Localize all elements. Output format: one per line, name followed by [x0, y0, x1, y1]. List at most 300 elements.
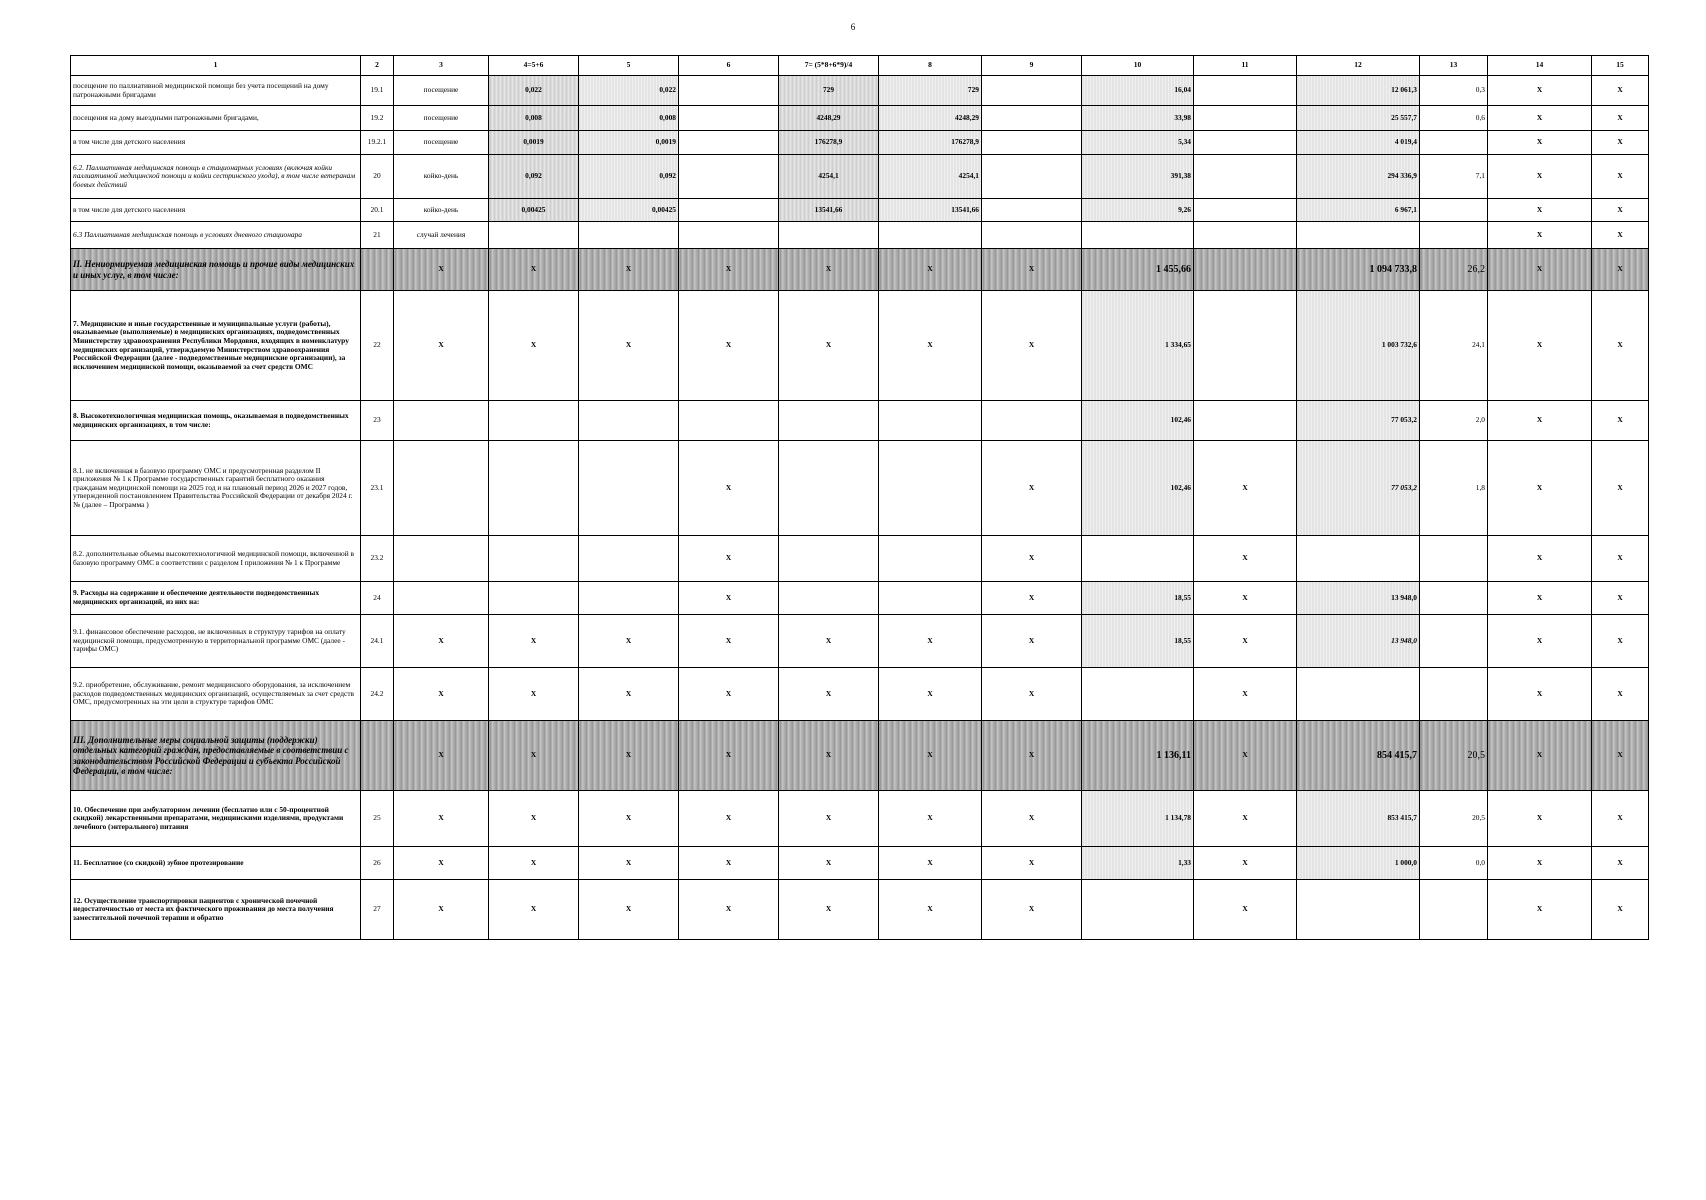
cell-col7 — [779, 582, 879, 615]
cell-row-code: 24.1 — [361, 615, 394, 668]
cell-col9 — [982, 155, 1082, 199]
table-row — [71, 199, 1649, 222]
cell-col4: X — [489, 880, 579, 940]
cell-col12: 77 053,2 — [1297, 401, 1420, 441]
cell-col12: 13 948,0 — [1297, 615, 1420, 668]
cell-col4: 0,008 — [489, 106, 579, 131]
cell-col7: X — [779, 847, 879, 880]
cell-col7: X — [779, 291, 879, 401]
cell-unit: койко-день — [394, 199, 489, 222]
cell-col13: 0,0 — [1420, 847, 1488, 880]
cell-col8: X — [879, 249, 982, 291]
cell-col7: X — [779, 615, 879, 668]
cell-col13: 0,3 — [1420, 76, 1488, 106]
cell-col5: X — [579, 847, 679, 880]
cell-col5: X — [579, 880, 679, 940]
cell-col15: X — [1592, 721, 1649, 791]
cell-col11 — [1194, 222, 1297, 249]
cell-col8: 729 — [879, 76, 982, 106]
table-row — [71, 291, 1649, 401]
cell-col13: 2,0 — [1420, 401, 1488, 441]
cell-col10: 1 455,66 — [1082, 249, 1194, 291]
col-header: 4=5+6 — [489, 56, 579, 76]
cell-col10: 16,04 — [1082, 76, 1194, 106]
table-row — [71, 131, 1649, 155]
cell-unit: посещение — [394, 76, 489, 106]
cell-col13 — [1420, 880, 1488, 940]
cell-col12: 294 336,9 — [1297, 155, 1420, 199]
cell-unit: X — [394, 668, 489, 721]
cell-col6: X — [679, 615, 779, 668]
cell-col9 — [982, 106, 1082, 131]
cell-col6 — [679, 401, 779, 441]
cell-col15: X — [1592, 847, 1649, 880]
cell-col8 — [879, 441, 982, 536]
cell-col10: 18,55 — [1082, 582, 1194, 615]
cell-col8: X — [879, 668, 982, 721]
cell-col5 — [579, 536, 679, 582]
cell-col8: 4254,1 — [879, 155, 982, 199]
cell-col13: 7,1 — [1420, 155, 1488, 199]
data-table — [70, 55, 1649, 940]
cell-col11 — [1194, 401, 1297, 441]
cell-col11 — [1194, 76, 1297, 106]
cell-col4: 0,022 — [489, 76, 579, 106]
table-row — [71, 76, 1649, 106]
cell-col7: 176278,9 — [779, 131, 879, 155]
cell-name: 9.2. приобретение, обслуживание, ремонт медицинского оборудования, за исключением расходов подведомственных медицинских организаций, осуществляемых за счет средств ОМС, предусмотренных на эти цели в структуре тарифов ОМС — [71, 668, 361, 721]
cell-col12 — [1297, 880, 1420, 940]
cell-col4 — [489, 441, 579, 536]
cell-col13: 26,2 — [1420, 249, 1488, 291]
cell-col10 — [1082, 536, 1194, 582]
cell-col12 — [1297, 668, 1420, 721]
cell-col14: X — [1488, 615, 1592, 668]
cell-row-code: 19.2.1 — [361, 131, 394, 155]
cell-name: 10. Обеспечение при амбулаторном лечении (бесплатно или с 50-процентной скидкой) лекарственными препаратами, медицинскими изделиями, продуктами лечебного (энтерального) питания — [71, 791, 361, 847]
cell-name: посещения на дому выездными патронажными бригадами, — [71, 106, 361, 131]
cell-col8 — [879, 536, 982, 582]
cell-unit — [394, 582, 489, 615]
cell-unit: случай лечения — [394, 222, 489, 249]
cell-col15: X — [1592, 401, 1649, 441]
cell-col15: X — [1592, 222, 1649, 249]
cell-col15: X — [1592, 880, 1649, 940]
cell-col7: X — [779, 880, 879, 940]
cell-col7: X — [779, 791, 879, 847]
cell-col10 — [1082, 668, 1194, 721]
cell-col14: X — [1488, 249, 1592, 291]
cell-col4: X — [489, 721, 579, 791]
col-header: 5 — [579, 56, 679, 76]
cell-row-code: 19.2 — [361, 106, 394, 131]
col-header: 12 — [1297, 56, 1420, 76]
cell-name: 11. Бесплатное (со скидкой) зубное протезирование — [71, 847, 361, 880]
cell-col5: X — [579, 615, 679, 668]
col-header: 7= (5*8+6*9)/4 — [779, 56, 879, 76]
cell-col4 — [489, 222, 579, 249]
cell-col5 — [579, 222, 679, 249]
cell-col8: X — [879, 880, 982, 940]
cell-col6: X — [679, 668, 779, 721]
cell-col15: X — [1592, 199, 1649, 222]
cell-col7 — [779, 441, 879, 536]
cell-row-code — [361, 721, 394, 791]
cell-col14: X — [1488, 441, 1592, 536]
cell-col10: 9,26 — [1082, 199, 1194, 222]
cell-unit — [394, 401, 489, 441]
col-header: 13 — [1420, 56, 1488, 76]
cell-col5: 0,0019 — [579, 131, 679, 155]
cell-name: 6.3 Паллиативная медицинская помощь в условиях дневного стационара — [71, 222, 361, 249]
cell-col12: 853 415,7 — [1297, 791, 1420, 847]
cell-row-code: 19.1 — [361, 76, 394, 106]
table-row — [71, 668, 1649, 721]
cell-col8: 4248,29 — [879, 106, 982, 131]
cell-col11 — [1194, 199, 1297, 222]
section-row — [71, 721, 1649, 791]
cell-col11: X — [1194, 880, 1297, 940]
header-row — [71, 56, 1649, 76]
cell-col14: X — [1488, 668, 1592, 721]
cell-col6 — [679, 199, 779, 222]
col-header: 2 — [361, 56, 394, 76]
col-header: 3 — [394, 56, 489, 76]
cell-unit: X — [394, 880, 489, 940]
cell-col11: X — [1194, 441, 1297, 536]
cell-name: II. Нениормируемая медицинская помощь и прочие виды медицинских и иных услуг, в том числе: — [71, 249, 361, 291]
cell-col11 — [1194, 291, 1297, 401]
cell-unit: посещение — [394, 106, 489, 131]
cell-col14: X — [1488, 106, 1592, 131]
cell-col11: X — [1194, 791, 1297, 847]
cell-col9: X — [982, 791, 1082, 847]
cell-unit: X — [394, 291, 489, 401]
cell-col10: 1,33 — [1082, 847, 1194, 880]
cell-col10: 391,38 — [1082, 155, 1194, 199]
cell-col6: X — [679, 249, 779, 291]
cell-col9: X — [982, 291, 1082, 401]
cell-col6: X — [679, 721, 779, 791]
cell-col14: X — [1488, 847, 1592, 880]
cell-row-code: 24 — [361, 582, 394, 615]
cell-col14: X — [1488, 791, 1592, 847]
cell-unit: X — [394, 721, 489, 791]
cell-col12: 1 003 732,6 — [1297, 291, 1420, 401]
cell-col6: X — [679, 291, 779, 401]
page-number: 6 — [850, 22, 856, 32]
cell-col14: X — [1488, 291, 1592, 401]
cell-name: 8. Высокотехнологичная медицинская помощь, оказываемая в подведомственных медицинских организациях, в том числе: — [71, 401, 361, 441]
cell-col6: X — [679, 880, 779, 940]
cell-col14: X — [1488, 222, 1592, 249]
cell-row-code: 20 — [361, 155, 394, 199]
cell-col8: X — [879, 615, 982, 668]
cell-name: 7. Медицинские и иные государственные и муниципальные услуги (работы), оказываемые (выполняемые) в медицинских организациях, подведомственных Министерству здравоохранения Республики Мордовия, входящих в номенклатуру медицинских организаций, утверждаемую Министерством здравоохранения Российской Федерации (далее - подведомственные медицинские организации), за исключением медицинской помощи, оказываемой за счет средств ОМС — [71, 291, 361, 401]
cell-col13: 20,5 — [1420, 791, 1488, 847]
table-row — [71, 791, 1649, 847]
cell-col12: 4 019,4 — [1297, 131, 1420, 155]
cell-col9: X — [982, 536, 1082, 582]
cell-row-code: 23.1 — [361, 441, 394, 536]
cell-col10: 33,98 — [1082, 106, 1194, 131]
cell-col6 — [679, 76, 779, 106]
cell-unit: посещение — [394, 131, 489, 155]
cell-col10 — [1082, 880, 1194, 940]
table-row — [71, 615, 1649, 668]
cell-col13 — [1420, 582, 1488, 615]
cell-col9: X — [982, 668, 1082, 721]
cell-row-code: 20.1 — [361, 199, 394, 222]
cell-col8: 13541,66 — [879, 199, 982, 222]
cell-col14: X — [1488, 76, 1592, 106]
cell-row-code: 26 — [361, 847, 394, 880]
col-header: 10 — [1082, 56, 1194, 76]
cell-col4 — [489, 536, 579, 582]
cell-col7: 13541,66 — [779, 199, 879, 222]
cell-col4: X — [489, 249, 579, 291]
cell-name: 12. Осуществление транспортировки пациентов с хронической почечной недостаточностью от места их фактического проживания до места получения заместительной почечной терапии и обратно — [71, 880, 361, 940]
cell-col7: 729 — [779, 76, 879, 106]
cell-col15: X — [1592, 536, 1649, 582]
cell-unit — [394, 536, 489, 582]
cell-col12: 13 948,0 — [1297, 582, 1420, 615]
cell-col15: X — [1592, 249, 1649, 291]
section-row — [71, 249, 1649, 291]
cell-col11: X — [1194, 582, 1297, 615]
cell-col4: X — [489, 847, 579, 880]
cell-col13 — [1420, 668, 1488, 721]
cell-col8 — [879, 401, 982, 441]
cell-col9: X — [982, 441, 1082, 536]
cell-col10: 18,55 — [1082, 615, 1194, 668]
cell-col9: X — [982, 615, 1082, 668]
cell-col5: X — [579, 791, 679, 847]
cell-col6 — [679, 222, 779, 249]
cell-name: III. Дополнительные меры социальной защиты (поддержки) отдельных категорий граждан, предоставляемые в соответствии с законодательством Российской Федерации и субъекта Российской Федерации, в том числе: — [71, 721, 361, 791]
cell-col15: X — [1592, 668, 1649, 721]
cell-row-code: 24.2 — [361, 668, 394, 721]
cell-col15: X — [1592, 155, 1649, 199]
cell-col5: 0,092 — [579, 155, 679, 199]
cell-col6: X — [679, 441, 779, 536]
cell-col15: X — [1592, 791, 1649, 847]
cell-unit — [394, 441, 489, 536]
cell-name: 8.2. дополнительные объемы высокотехнологичной медицинской помощи, включенной в базовую программу ОМС в соответствии с разделом I приложения № 1 к Программе — [71, 536, 361, 582]
table-row — [71, 880, 1649, 940]
cell-col11: X — [1194, 615, 1297, 668]
cell-col5 — [579, 401, 679, 441]
table-row — [71, 847, 1649, 880]
cell-col11 — [1194, 106, 1297, 131]
cell-col10: 1 134,78 — [1082, 791, 1194, 847]
cell-col7: X — [779, 721, 879, 791]
cell-name: 8.1. не включенная в базовую программу ОМС и предусмотренная разделом II приложения № 1 к Программе государственных гарантий бесплатного оказания гражданам медицинской помощи на 2025 год и на плановый период 2026 и 2027 годов, утвержденной постановлением Правительства Российской Федерации от декабря 2024 г. № (далее – Программа ) — [71, 441, 361, 536]
cell-col12 — [1297, 536, 1420, 582]
cell-col12: 77 053,2 — [1297, 441, 1420, 536]
table-row — [71, 441, 1649, 536]
cell-col14: X — [1488, 199, 1592, 222]
table-row — [71, 582, 1649, 615]
cell-unit: X — [394, 847, 489, 880]
cell-col4: 0,092 — [489, 155, 579, 199]
cell-col8: X — [879, 847, 982, 880]
cell-col15: X — [1592, 291, 1649, 401]
cell-col5: X — [579, 249, 679, 291]
cell-col6: X — [679, 536, 779, 582]
cell-col4: X — [489, 791, 579, 847]
cell-col11 — [1194, 249, 1297, 291]
cell-col13: 0,6 — [1420, 106, 1488, 131]
cell-col5: 0,00425 — [579, 199, 679, 222]
cell-col15: X — [1592, 76, 1649, 106]
cell-col8: X — [879, 291, 982, 401]
cell-col12: 12 061,3 — [1297, 76, 1420, 106]
cell-col8: X — [879, 791, 982, 847]
cell-unit: койко-день — [394, 155, 489, 199]
cell-col14: X — [1488, 155, 1592, 199]
cell-col6: X — [679, 791, 779, 847]
cell-col9 — [982, 131, 1082, 155]
cell-col4 — [489, 401, 579, 441]
cell-col10: 1 334,65 — [1082, 291, 1194, 401]
cell-col7: X — [779, 668, 879, 721]
col-header: 15 — [1592, 56, 1649, 76]
cell-col10: 5,34 — [1082, 131, 1194, 155]
cell-row-code — [361, 249, 394, 291]
table-row — [71, 106, 1649, 131]
cell-col5: 0,022 — [579, 76, 679, 106]
cell-col14: X — [1488, 582, 1592, 615]
cell-row-code: 22 — [361, 291, 394, 401]
cell-col4: 0,00425 — [489, 199, 579, 222]
cell-col13 — [1420, 222, 1488, 249]
cell-col4: 0,0019 — [489, 131, 579, 155]
col-header: 14 — [1488, 56, 1592, 76]
cell-col4: X — [489, 291, 579, 401]
cell-col4 — [489, 582, 579, 615]
cell-col14: X — [1488, 536, 1592, 582]
cell-col6: X — [679, 847, 779, 880]
cell-col11 — [1194, 155, 1297, 199]
table-row — [71, 155, 1649, 199]
cell-col7: 4254,1 — [779, 155, 879, 199]
table-body — [71, 76, 1649, 940]
cell-col11: X — [1194, 536, 1297, 582]
cell-col13 — [1420, 131, 1488, 155]
cell-unit: X — [394, 249, 489, 291]
cell-col5: X — [579, 291, 679, 401]
cell-col7 — [779, 222, 879, 249]
cell-col9: X — [982, 721, 1082, 791]
cell-col15: X — [1592, 615, 1649, 668]
table-row — [71, 401, 1649, 441]
cell-col6 — [679, 106, 779, 131]
cell-col9: X — [982, 582, 1082, 615]
cell-name: посещение по паллиативной медицинской помощи без учета посещений на дому патронажными бригадами — [71, 76, 361, 106]
cell-col10: 102,46 — [1082, 441, 1194, 536]
cell-col12: 6 967,1 — [1297, 199, 1420, 222]
cell-row-code: 23 — [361, 401, 394, 441]
cell-col12: 854 415,7 — [1297, 721, 1420, 791]
cell-col11 — [1194, 131, 1297, 155]
cell-col8: X — [879, 721, 982, 791]
cell-unit: X — [394, 615, 489, 668]
cell-col6 — [679, 131, 779, 155]
cell-col14: X — [1488, 721, 1592, 791]
cell-row-code: 27 — [361, 880, 394, 940]
cell-col9: X — [982, 847, 1082, 880]
cell-col13: 1,8 — [1420, 441, 1488, 536]
cell-col13: 20,5 — [1420, 721, 1488, 791]
cell-name: 6.2. Паллиативная медицинская помощь в стационарных условиях (включая койки паллиативной медицинской помощи и койки сестринского ухода), в том числе ветеранам боевых действий — [71, 155, 361, 199]
cell-col15: X — [1592, 106, 1649, 131]
cell-col15: X — [1592, 582, 1649, 615]
cell-col5 — [579, 441, 679, 536]
cell-col14: X — [1488, 401, 1592, 441]
cell-col15: X — [1592, 131, 1649, 155]
cell-col12: 1 000,0 — [1297, 847, 1420, 880]
cell-col10: 102,46 — [1082, 401, 1194, 441]
cell-col4: X — [489, 668, 579, 721]
cell-name: в том числе для детского населения — [71, 131, 361, 155]
col-header: 9 — [982, 56, 1082, 76]
col-header: 1 — [71, 56, 361, 76]
cell-col9 — [982, 222, 1082, 249]
cell-col13: 24,1 — [1420, 291, 1488, 401]
cell-col7: X — [779, 249, 879, 291]
col-header: 11 — [1194, 56, 1297, 76]
cell-col14: X — [1488, 131, 1592, 155]
cell-col13 — [1420, 615, 1488, 668]
cell-col9 — [982, 76, 1082, 106]
cell-col5 — [579, 582, 679, 615]
cell-col12: 25 557,7 — [1297, 106, 1420, 131]
cell-col7 — [779, 401, 879, 441]
cell-col10: 1 136,11 — [1082, 721, 1194, 791]
cell-col13 — [1420, 536, 1488, 582]
cell-col15: X — [1592, 441, 1649, 536]
cell-name: 9.1. финансовое обеспечение расходов, не включенных в структуру тарифов на оплату медицинской помощи, предусмотренную в территориальной программе ОМС (далее - тарифы ОМС) — [71, 615, 361, 668]
cell-unit: X — [394, 791, 489, 847]
cell-col9 — [982, 199, 1082, 222]
cell-col6: X — [679, 582, 779, 615]
cell-col5: 0,008 — [579, 106, 679, 131]
cell-col4: X — [489, 615, 579, 668]
cell-col5: X — [579, 721, 679, 791]
cell-row-code: 25 — [361, 791, 394, 847]
cell-name: 9. Расходы на содержание и обеспечение деятельности подведомственных медицинских организаций, из них на: — [71, 582, 361, 615]
cell-col9: X — [982, 880, 1082, 940]
cell-col11: X — [1194, 668, 1297, 721]
cell-col6 — [679, 155, 779, 199]
col-header: 8 — [879, 56, 982, 76]
table-row — [71, 536, 1649, 582]
cell-col11: X — [1194, 721, 1297, 791]
cell-col10 — [1082, 222, 1194, 249]
cell-col9: X — [982, 249, 1082, 291]
cell-col8: 176278,9 — [879, 131, 982, 155]
cell-row-code: 21 — [361, 222, 394, 249]
cell-row-code: 23.2 — [361, 536, 394, 582]
cell-col12: 1 094 733,8 — [1297, 249, 1420, 291]
cell-col9 — [982, 401, 1082, 441]
cell-col11: X — [1194, 847, 1297, 880]
cell-col14: X — [1488, 880, 1592, 940]
cell-name: в том числе для детского населения — [71, 199, 361, 222]
table-row — [71, 222, 1649, 249]
cell-col5: X — [579, 668, 679, 721]
